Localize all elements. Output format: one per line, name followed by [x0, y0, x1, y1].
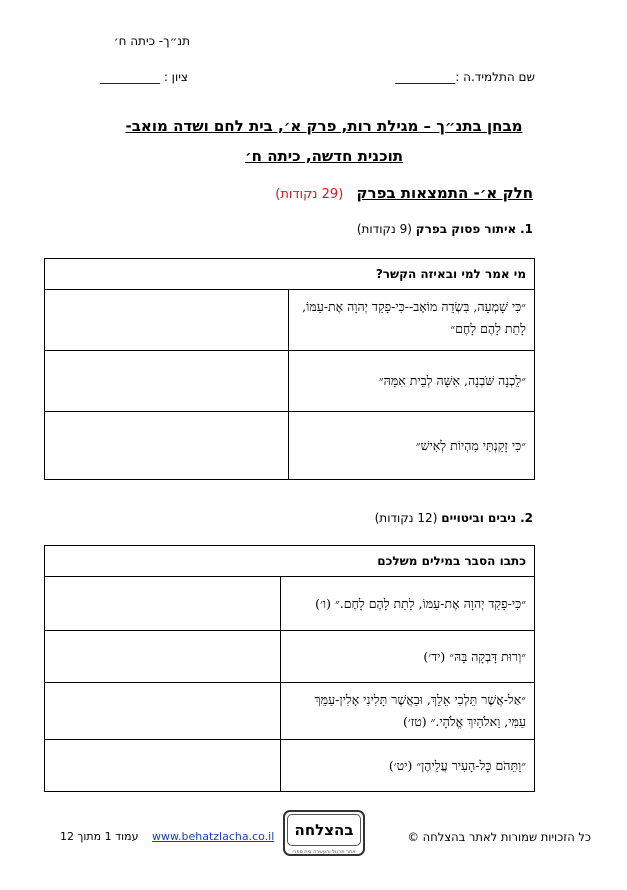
section1-number: 1. — [520, 222, 533, 236]
table-row — [45, 290, 535, 351]
section1-points: (9 נקודות) — [356, 222, 412, 236]
grade-field — [100, 70, 188, 84]
quote-cell: ״כִּי-פָקַד יְהוָה אֶת-עַמּוֹ, לָתֵת לָהֶם לָחֶם.״ (ו׳) — [281, 577, 535, 631]
answer-cell[interactable] — [45, 740, 281, 792]
answer-cell[interactable] — [45, 351, 289, 412]
table-row — [45, 351, 535, 412]
page-number: עמוד 1 מתוך 12 — [60, 830, 139, 843]
part-a-title-text: חלק א׳- התמצאות בפרק — [356, 184, 533, 202]
quote-cell: ״וַתֵּהֹם כָּל-הָעִיר עֲלֵיהֶן״ (יט׳) — [281, 740, 535, 792]
quote-cell: ״כִּי זָקַנְתִּי מִהְיוֹת לְאִישׁ״ — [289, 412, 535, 480]
section2-table — [44, 545, 535, 792]
answer-cell[interactable] — [45, 577, 281, 631]
table-row — [45, 577, 535, 631]
section2-table-header-row — [45, 546, 535, 577]
quote-cell: ״אַל-אֲשֶׁר תֵּלְכִי אֵלֵךְ, וּבַאֲשֶׁר תָּלִינִי אָלִין-עַמֵּךְ עַמִּי, וֵאלֹהַיִךְ אֱלֹהָי.״ (טז׳) — [281, 683, 535, 740]
behatzlacha-logo — [283, 810, 365, 856]
grade-blank: __________ — [100, 70, 160, 84]
section2-number: 2. — [520, 511, 533, 525]
student-name-field — [395, 70, 535, 84]
answer-cell[interactable] — [45, 683, 281, 740]
exam-title-line2: תוכנית חדשה, כיתה ח׳ — [245, 147, 403, 165]
table-row — [45, 740, 535, 792]
quote-cell: ״לֵכְנָה שֹּׁבְנָה, אִשָּׁה לְבֵית אִמָּהּ״ — [289, 351, 535, 412]
answer-cell[interactable] — [45, 412, 289, 480]
footer-website-link[interactable]: www.behatzlacha.co.il — [152, 830, 275, 843]
grade-label: ציון : — [163, 70, 189, 84]
part-a-title — [275, 184, 533, 202]
footer-copyright: כל הזכויות שמורות לאתר בהצלחה © — [407, 830, 591, 844]
course-label: תנ״ך- כיתה ח׳ — [113, 34, 190, 48]
student-name-label: שם התלמיד.ה : — [455, 70, 535, 84]
section2-table-header: כתבו הסבר במילים משלכם — [45, 546, 535, 577]
section2-title: ניבים וביטויים — [441, 511, 517, 525]
section1-heading — [357, 222, 533, 236]
quote-cell: ״כִּי שָׁמְעָה, בִּשְׂדֵה מוֹאָב--כִּי-פָקַד יְהוָה אֶת-עַמּוֹ, לָתֵת לָהֶם לָחֶם״ — [289, 290, 535, 351]
table-row — [45, 631, 535, 683]
section1-table — [44, 258, 535, 480]
section2-points: (12 נקודות) — [374, 511, 438, 525]
answer-cell[interactable] — [45, 631, 281, 683]
logo-tagline: אתר תרגול והעשרה בית ספרי — [292, 849, 356, 855]
exam-title-line1: מבחן בתנ״ך – מגילת רות, פרק א׳, בית לחם ושדה מואב- — [125, 117, 523, 135]
answer-cell[interactable] — [45, 290, 289, 351]
logo-text: בהצלחה — [287, 814, 361, 846]
quote-cell: ״וְרוּת דָּבְקָה בָּהּ״ (יד׳) — [281, 631, 535, 683]
section1-title: איתור פסוק בפרק — [415, 222, 517, 236]
section1-table-header-row — [45, 259, 535, 290]
table-row — [45, 412, 535, 480]
section2-heading — [375, 511, 533, 525]
section1-table-header: מי אמר למי ובאיזה הקשר? — [45, 259, 535, 290]
student-name-blank: __________ — [395, 70, 456, 84]
part-a-points: (29 נקודות) — [275, 187, 344, 202]
table-row — [45, 683, 535, 740]
